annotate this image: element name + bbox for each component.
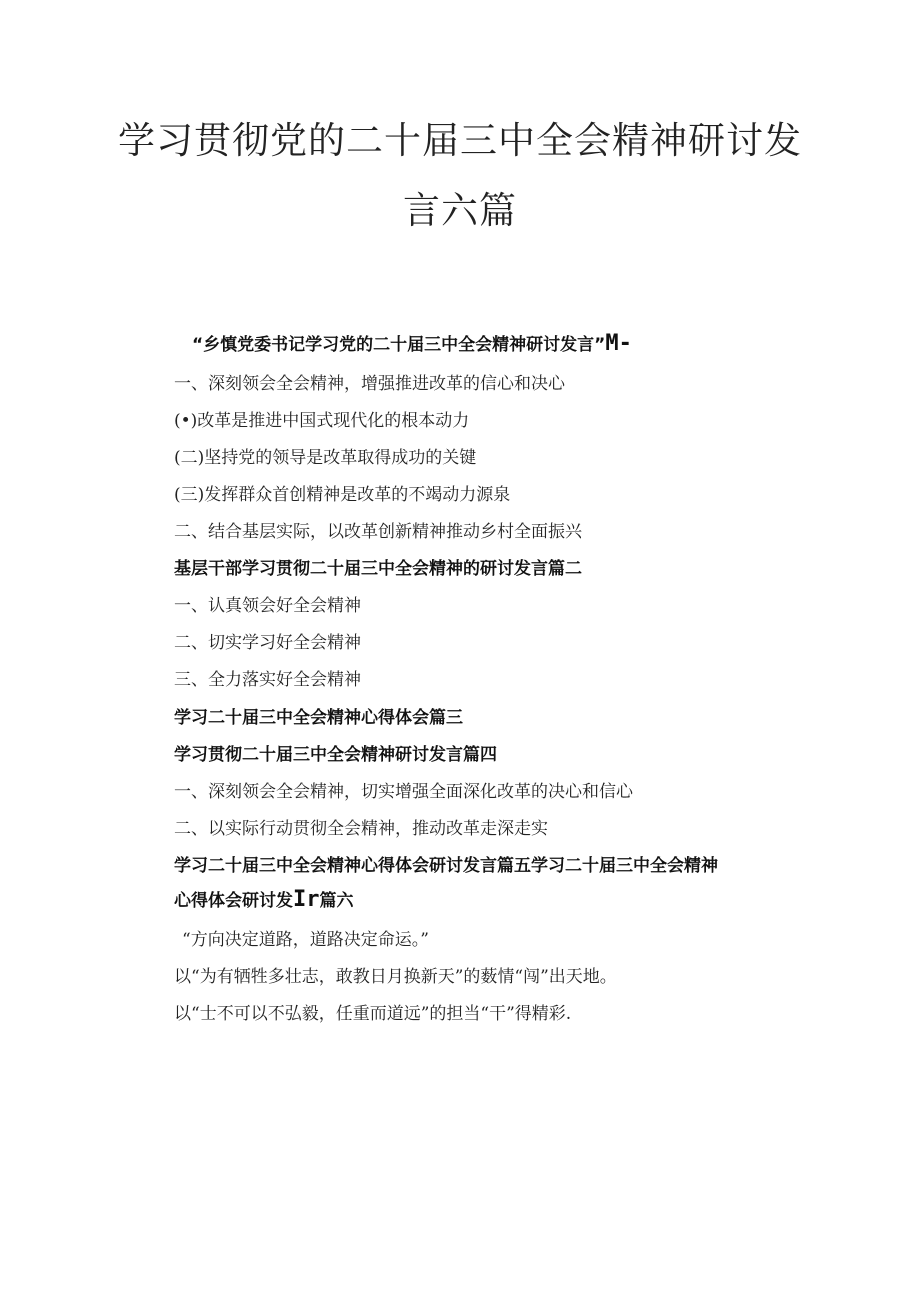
toc-item: (三)发挥群众首创精神是改革的不竭动力源泉 xyxy=(174,485,511,505)
document-title-line2: 言六篇 xyxy=(403,189,517,232)
toc-item: (二)坚持党的领导是改革取得成功的关键 xyxy=(174,448,477,468)
toc-heading-1-text: “乡慎党委书记学习党的二十届三中全会精神研讨发言” xyxy=(192,335,606,355)
toc-heading-1-mark: M- xyxy=(605,331,632,356)
toc-heading-1 xyxy=(192,330,632,356)
toc-heading-5-suffix: 篇六 xyxy=(319,891,354,911)
toc-item: 一、认真领会好全会精神 xyxy=(174,596,361,616)
toc-item: 二、切实学习好全会精神 xyxy=(174,633,361,653)
toc-item: “方向决定道路，道路决定命运。” xyxy=(182,930,429,950)
toc-item: 二、以实际行动贯彻全会精神，推动改革走深走实 xyxy=(174,819,548,839)
toc-item: 以“士不可以不弘毅，任重而道远”的担当“干”得精彩. xyxy=(174,1004,572,1024)
toc-heading-5-line2 xyxy=(174,886,354,912)
toc-heading-2: 基层干部学习贯彻二十届三中全会精神的研讨发言篇二 xyxy=(174,559,582,579)
toc-item: 二、结合基层实际，以改革创新精神推动乡村全面振兴 xyxy=(174,522,582,542)
toc-item: 三、全力落实好全会精神 xyxy=(174,670,361,690)
toc-item: 以“为有牺牲多壮志，敢教日月换新天”的薮情“闯”出天地。 xyxy=(174,967,617,987)
toc-heading-3: 学习二十届三中全会精神心得体会篇三 xyxy=(174,708,463,728)
toc-heading-5-mark: Ir xyxy=(293,887,320,912)
toc-heading-5-prefix: 心得体会研讨发 xyxy=(174,891,293,911)
toc-heading-4: 学习贯彻二十届三中全会精神研讨发言篇四 xyxy=(174,745,497,765)
toc-item: 一、深刻领会全会精神，增强推进改革的信心和决心 xyxy=(174,374,565,394)
toc-item: 一、深刻领会全会精神，切实增强全面深化改革的决心和信心 xyxy=(174,782,633,802)
toc-heading-5-line1: 学习二十届三中全会精神心得体会研讨发言篇五学习二十届三中全会精神 xyxy=(174,856,718,876)
toc-item: (•)改革是推进中国式现代化的根本动力 xyxy=(174,411,470,431)
document-title-line1: 学习贯彻党的二十届三中全会精神研讨发 xyxy=(118,119,802,162)
